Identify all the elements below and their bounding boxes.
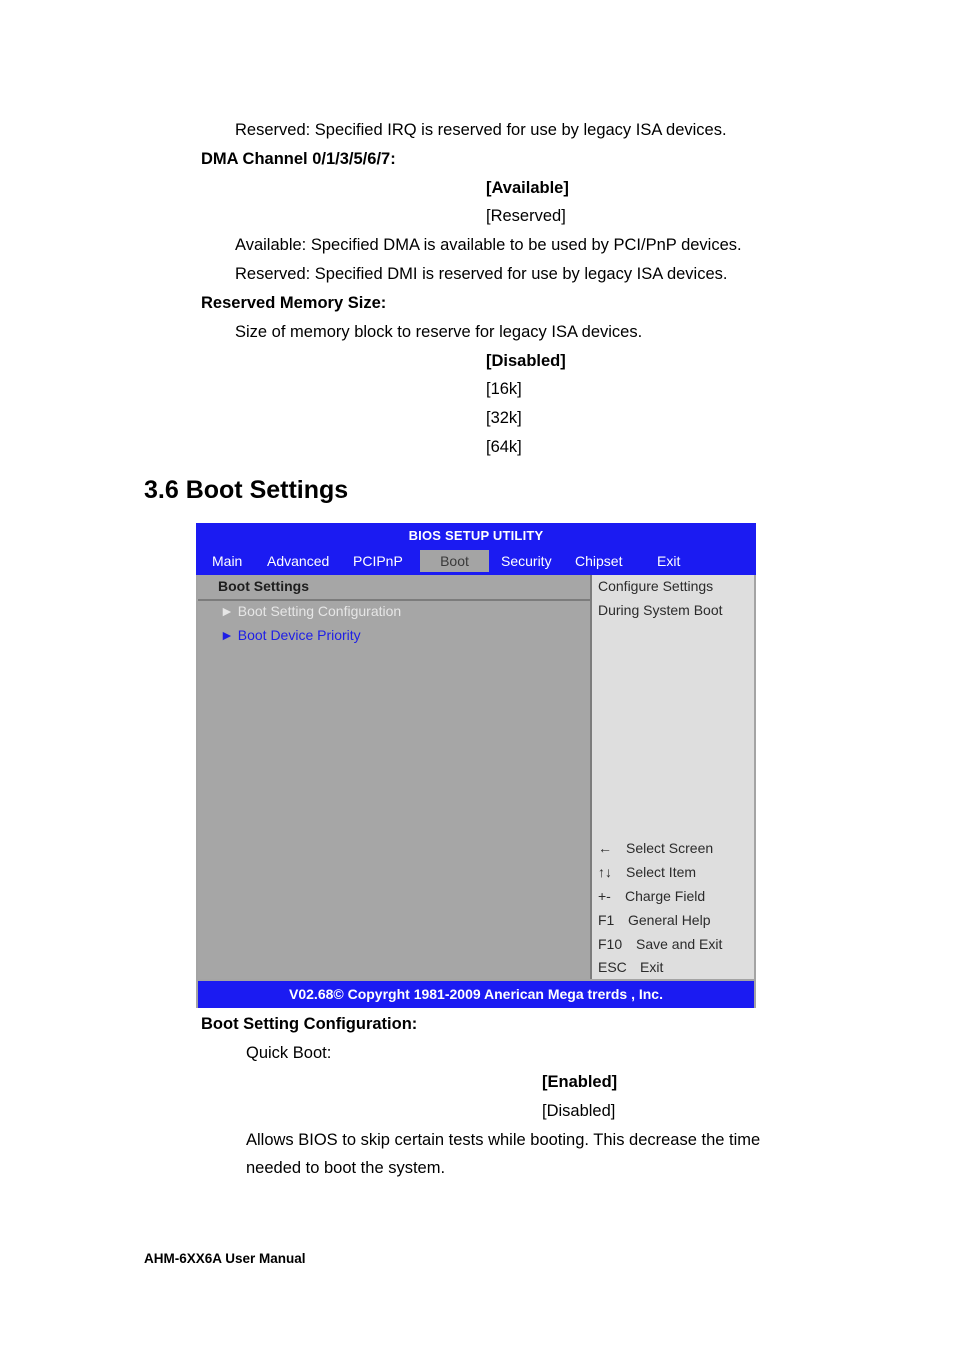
key-action: Select Item [626,864,697,880]
up-down-arrow-icon: ↑↓ [598,864,612,880]
bios-menu-pcipnp[interactable]: PCIPnP [353,553,403,569]
rms-option-32k: [32k] [486,409,522,427]
key-hint-select-screen [598,840,713,856]
bios-menu-security[interactable]: Security [501,553,552,569]
boot-setting-configuration-heading: Boot Setting Configuration: [201,1015,418,1033]
key-action: Charge Field [625,888,706,904]
bios-copyright-bar: V02.68© Copyrght 1981-2009 Anerican Mega trerds , Inc. [198,981,754,1008]
rms-option-16k: [16k] [486,380,522,398]
bios-panel-header [198,575,590,601]
reserved-memory-desc: Size of memory block to reserve for legacy ISA devices. [235,323,643,341]
key-hint-general-help [598,912,711,928]
reserved-memory-heading: Reserved Memory Size: [201,294,387,312]
boot-device-priority-item[interactable] [220,627,361,643]
bios-menu-exit[interactable]: Exit [657,553,681,569]
bios-screenshot [196,523,756,1008]
boot-setting-configuration-item[interactable] [220,603,401,619]
quick-boot-option-enabled: [Enabled] [542,1073,618,1091]
bios-help-panel [592,575,754,979]
help-line: Configure Settings [598,578,714,594]
bios-menu-boot[interactable]: Boot [420,550,489,572]
key-action: Exit [640,959,664,975]
submenu-arrow-icon: ► [220,603,234,619]
key-hint-exit [598,959,663,975]
key-action: Select Screen [626,840,714,856]
bios-main-panel [198,575,592,979]
bios-item-label: Boot Device Priority [237,627,361,643]
dma-available-desc: Available: Specified DMA is available to be used by PCI/PnP devices. [235,236,742,254]
f10-key: F10 [598,936,623,952]
key-action: Save and Exit [636,936,723,952]
submenu-arrow-icon: ► [220,627,234,643]
quick-boot-label: Quick Boot: [246,1044,332,1062]
page-footer: AHM-6XX6A User Manual [144,1251,306,1266]
quick-boot-option-disabled: [Disabled] [542,1102,616,1120]
key-hint-save-exit [598,936,722,952]
bios-menu-main[interactable]: Main [212,553,243,569]
bios-title: BIOS SETUP UTILITY [408,528,544,543]
dma-reserved-desc: Reserved: Specified DMI is reserved for use by legacy ISA devices. [235,265,728,283]
key-hint-select-item [598,864,696,880]
irq-reserved-desc: Reserved: Specified IRQ is reserved for use by legacy ISA devices. [235,121,727,139]
plus-minus-key: +- [598,888,611,904]
rms-option-disabled: [Disabled] [486,352,566,370]
left-arrow-icon: ← [598,840,612,856]
quick-boot-desc-line1: Allows BIOS to skip certain tests while booting. This decrease the time [246,1131,761,1149]
dma-channel-heading: DMA Channel 0/1/3/5/6/7: [201,150,396,168]
rms-option-64k: [64k] [486,438,522,456]
bios-header [196,523,756,575]
dma-option-available: [Available] [486,179,569,197]
bios-menu-chipset[interactable]: Chipset [575,553,623,569]
f1-key: F1 [598,912,615,928]
key-action: General Help [628,912,711,928]
quick-boot-desc-line2: needed to boot the system. [246,1159,446,1177]
bios-menu-advanced[interactable]: Advanced [267,553,330,569]
bios-panel-title: Boot Settings [218,578,309,594]
key-hint-change-field [598,888,705,904]
esc-key: ESC [598,959,627,975]
bios-item-label: Boot Setting Configuration [237,603,402,619]
dma-option-reserved: [Reserved] [486,207,566,225]
help-line: During System Boot [598,602,723,618]
section-heading: 3.6 Boot Settings [144,476,349,504]
